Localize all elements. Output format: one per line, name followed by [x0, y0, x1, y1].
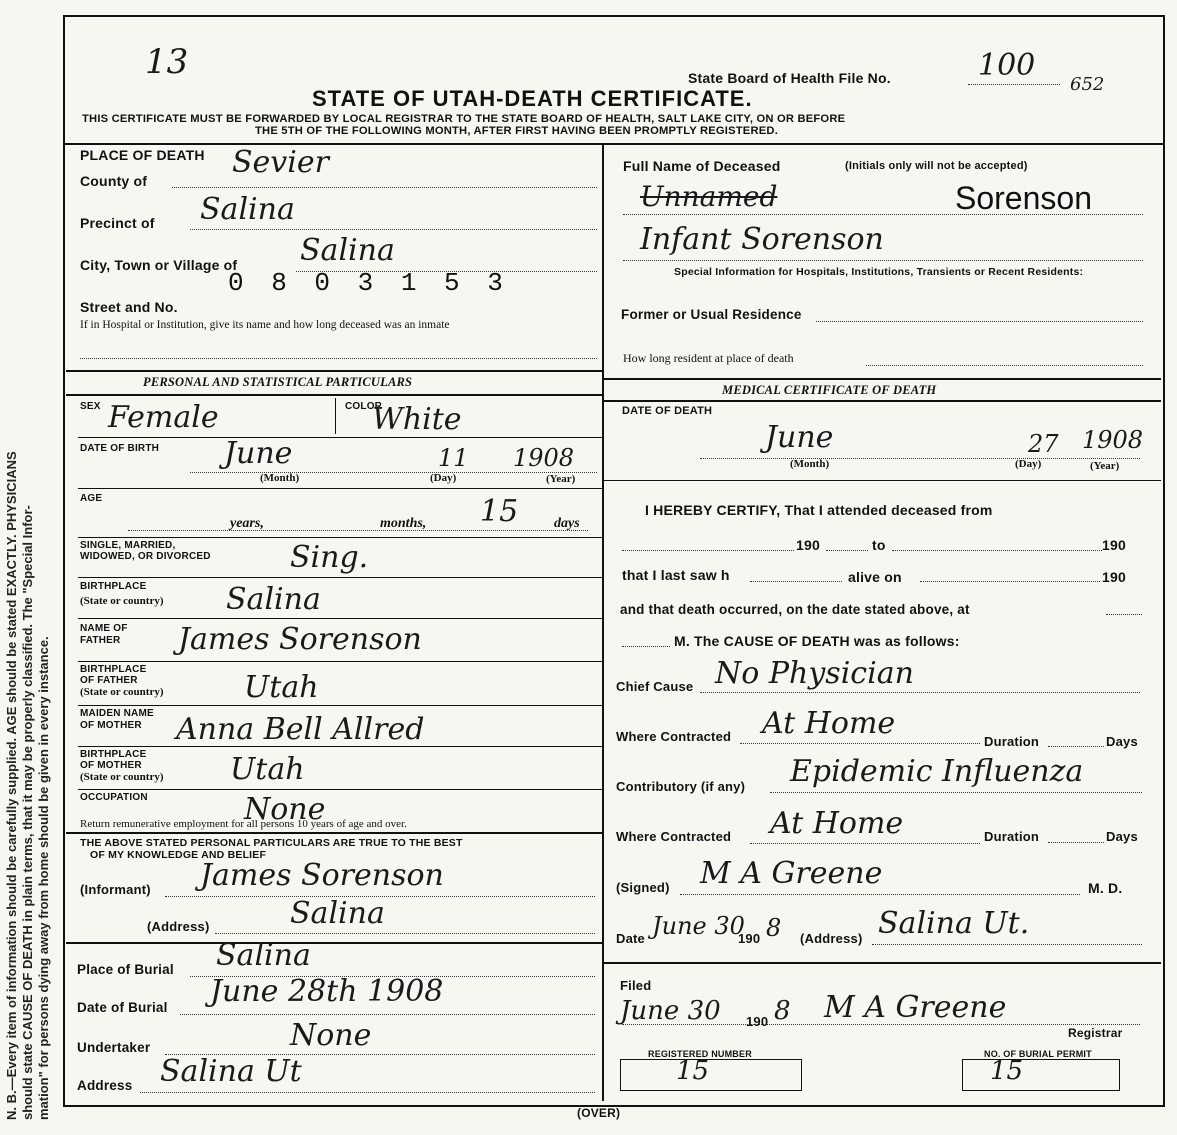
full-name-label: Full Name of Deceased [623, 158, 781, 174]
filed-label: Filed [620, 978, 652, 993]
place-of-death-heading: PLACE OF DEATH [80, 147, 205, 163]
burial-place-value: Salina [216, 938, 311, 973]
sex-color-divider [335, 398, 336, 434]
attended-line-a [622, 550, 794, 551]
hour-line [622, 646, 670, 647]
age-days-value: 15 [480, 494, 519, 529]
sex-value: Female [108, 400, 219, 435]
father-bp-label-2: OF FATHER [80, 675, 138, 686]
where-contracted-2-label: Where Contracted [616, 829, 732, 844]
burial-place-label: Place of Burial [77, 962, 174, 977]
mother-label-1: MAIDEN NAME [80, 708, 154, 719]
former-residence-label: Former or Usual Residence [621, 307, 802, 322]
attended-to: to [872, 537, 886, 553]
signed-label: (Signed) [616, 880, 670, 895]
dod-month: June [765, 420, 834, 455]
page-title: STATE OF UTAH-DEATH CERTIFICATE. [312, 86, 753, 111]
father-rule [78, 661, 602, 662]
birthplace-value: Salina [226, 582, 321, 617]
dob-month-caption: (Month) [260, 472, 300, 484]
dob-label: DATE OF BIRTH [80, 443, 160, 454]
county-line [172, 187, 597, 188]
precinct-value: Salina [200, 192, 295, 227]
mother-rule [78, 746, 602, 747]
registrar-signature: M A Greene [824, 990, 1007, 1025]
attended-century-1: 190 [796, 537, 820, 553]
sex-label: SEX [80, 401, 101, 412]
marital-value: Sing. [290, 540, 369, 575]
margin-note-2: should state CAUSE OF DEATH in plain terms, that it may be properly classified. The "Special Infor- [20, 505, 35, 1120]
personal-top-rule [66, 370, 602, 372]
attended-line-c [892, 550, 1102, 551]
chief-cause-line [700, 692, 1140, 693]
father-label-1: NAME OF [80, 623, 128, 634]
chief-cause-label: Chief Cause [616, 679, 694, 694]
father-label-2: FATHER [80, 635, 121, 646]
filed-date: June 30 [620, 996, 721, 1026]
special-info: Special Information for Hospitals, Institutions, Transients or Recent Residents: [674, 266, 1084, 278]
reg-number-value: 15 [676, 1056, 710, 1086]
medical-end-rule [604, 962, 1161, 964]
where-contracted-label: Where Contracted [616, 729, 732, 744]
occurred-line [1106, 614, 1142, 615]
alive-label: alive on [848, 569, 902, 585]
alive-line [920, 581, 1100, 582]
duration-days: Days [1106, 734, 1138, 749]
county-label: County of [80, 173, 148, 189]
burial-permit-label: NO. OF BURIAL PERMIT [984, 1049, 1092, 1059]
precinct-label: Precinct of [80, 215, 155, 231]
secondary-number: 652 [1070, 74, 1105, 95]
hospital-note: If in Hospital or Institution, give its name and how long deceased was an inmate [80, 319, 450, 331]
informant-value: James Sorenson [200, 858, 444, 893]
resident-line [866, 365, 1143, 366]
where-contracted-2-value: At Home [770, 806, 904, 841]
marital-label-2: WIDOWED, OR DIVORCED [80, 551, 211, 562]
sign-date-month: June 30 [652, 912, 745, 940]
undertaker-value: None [290, 1018, 372, 1053]
resident-label: How long resident at place of death [623, 351, 794, 365]
where-contracted-line [740, 743, 980, 744]
chief-cause-value: No Physician [715, 656, 914, 691]
age-label: AGE [80, 493, 103, 504]
personal-bottom-rule [66, 394, 602, 396]
age-years-label: years, [230, 516, 264, 531]
struck-name: Unnamed [640, 180, 778, 213]
burial-date-value: June 28th 1908 [210, 974, 444, 1009]
name-line-1 [623, 214, 1143, 215]
sex-rule [78, 437, 602, 438]
dod-day-caption: (Day) [1015, 458, 1042, 470]
informant-address-value: Salina [290, 896, 385, 931]
medical-heading: MEDICAL CERTIFICATE OF DEATH [722, 383, 937, 397]
county-value: Sevier [232, 145, 329, 180]
certify-line: I HEREBY CERTIFY, That I attended deceased from [645, 502, 993, 518]
notice-line-2: THE 5TH OF THE FOLLOWING MONTH, AFTER FIRST HAVING BEEN PROMPTLY REGISTERED. [255, 125, 778, 137]
medical-top-rule [604, 378, 1161, 380]
dod-rule [604, 480, 1161, 481]
personal-heading: PERSONAL AND STATISTICAL PARTICULARS [143, 375, 413, 389]
age-line [128, 530, 588, 531]
burial-address-value: Salina Ut [160, 1054, 302, 1089]
burial-date-line [180, 1014, 595, 1015]
sign-date-century: 190 [738, 931, 761, 946]
father-value: James Sorenson [178, 622, 422, 657]
dob-line [190, 472, 597, 473]
stamp-number: 0 8 0 3 1 5 3 [228, 268, 509, 298]
father-bp-label-1: BIRTHPLACE [80, 664, 147, 675]
dod-year-caption: (Year) [1090, 460, 1120, 472]
signed-value: M A Greene [700, 856, 883, 891]
duration-line [1048, 746, 1104, 747]
md-label: M. D. [1088, 880, 1123, 896]
duration-label: Duration [984, 734, 1040, 749]
informant-address-label: (Address) [147, 919, 210, 934]
dob-year-caption: (Year) [546, 473, 576, 485]
attended-line-b [826, 550, 868, 551]
cause-label: M. The CAUSE OF DEATH was as follows: [674, 633, 960, 649]
informant-address-line [215, 933, 595, 934]
birthplace-caption: (State or country) [80, 595, 164, 607]
reg-number-label: REGISTERED NUMBER [648, 1049, 752, 1059]
last-saw-label: that I last saw h [622, 567, 730, 583]
former-residence-line [816, 321, 1143, 322]
where-contracted-2-line [750, 843, 980, 844]
mother-value: Anna Bell Allred [176, 712, 425, 747]
sign-date-year: 8 [766, 914, 782, 942]
sign-address-value: Salina Ut. [878, 906, 1030, 941]
margin-note-3: mation" for persons dying away from home should be given in every instance. [36, 636, 51, 1120]
mother-bp-label-2: OF MOTHER [80, 760, 142, 771]
marital-rule [78, 577, 602, 578]
corner-mark: 13 [145, 42, 189, 82]
dod-line [700, 458, 1140, 459]
dob-day-caption: (Day) [430, 472, 457, 484]
occupation-label: OCCUPATION [80, 792, 148, 803]
burial-permit-box [962, 1059, 1120, 1091]
contributory-line [770, 792, 1142, 793]
color-label: COLOR [345, 401, 383, 412]
over-label: (OVER) [577, 1106, 621, 1120]
full-name: Infant Sorenson [640, 222, 884, 257]
birthplace-rule [78, 618, 602, 619]
burial-address-line [140, 1092, 595, 1093]
mother-bp-value: Utah [230, 752, 305, 787]
duration-2-label: Duration [984, 829, 1040, 844]
mother-bp-label-1: BIRTHPLACE [80, 749, 147, 760]
dob-year: 1908 [513, 444, 575, 472]
city-label: City, Town or Village of [80, 257, 238, 273]
burial-permit-value: 15 [990, 1056, 1024, 1086]
burial-date-label: Date of Burial [77, 1000, 168, 1015]
dod-month-caption: (Month) [790, 458, 830, 470]
city-value: Salina [300, 233, 395, 268]
surname: Sorenson [955, 180, 1092, 216]
notice-line-1: THIS CERTIFICATE MUST BE FORWARDED BY LOCAL REGISTRAR TO THE STATE BOARD OF HEALTH, SALT LAKE CITY, ON OR BEFORE [82, 113, 846, 125]
alive-century: 190 [1102, 569, 1126, 585]
sign-date-label: Date [616, 931, 645, 946]
undertaker-label: Undertaker [77, 1040, 151, 1055]
dod-year: 1908 [1082, 426, 1144, 454]
header-rule [63, 143, 1163, 145]
occupation-value: None [244, 792, 326, 827]
precinct-line [190, 229, 597, 230]
column-divider [602, 143, 604, 1101]
occupation-note: Return remunerative employment for all persons 10 years of age and over. [80, 818, 407, 830]
duration-2-days: Days [1106, 829, 1138, 844]
dob-rule [78, 488, 602, 489]
where-contracted-value: At Home [762, 706, 896, 741]
burial-address-label: Address [77, 1078, 133, 1093]
age-days-label: days [554, 516, 580, 531]
sign-address-label: (Address) [800, 931, 863, 946]
mother-bp-rule [78, 789, 602, 790]
signed-line [680, 894, 1080, 895]
attest-line-1: THE ABOVE STATED PERSONAL PARTICULARS ARE TRUE TO THE BEST [80, 837, 463, 849]
occupation-rule [66, 832, 602, 834]
full-name-note: (Initials only will not be accepted) [845, 160, 1028, 172]
birthplace-label: BIRTHPLACE [80, 581, 147, 592]
father-bp-value: Utah [244, 670, 319, 705]
contributory-label: Contributory (if any) [616, 779, 746, 794]
file-number-line [968, 84, 1060, 85]
street-label: Street and No. [80, 299, 178, 315]
mother-bp-caption: (State or country) [80, 771, 164, 783]
duration-2-line [1048, 842, 1104, 843]
occurred-label: and that death occurred, on the date stated above, at [620, 602, 970, 617]
reg-number-box [620, 1059, 802, 1091]
attest-line-2: OF MY KNOWLEDGE AND BELIEF [90, 849, 267, 861]
color-value: White [372, 402, 462, 437]
name-line-2 [623, 260, 1143, 261]
margin-note-1: N. B.—Every item of information should be carefully supplied. AGE should be stated EXACTLY. PHYSICIANS [4, 451, 19, 1120]
filed-year: 8 [774, 996, 791, 1026]
dod-day: 27 [1028, 430, 1059, 458]
father-bp-rule [78, 705, 602, 706]
dod-label: DATE OF DEATH [622, 405, 713, 417]
marital-label-1: SINGLE, MARRIED, [80, 540, 176, 551]
informant-label: (Informant) [80, 882, 151, 897]
file-number: 100 [978, 48, 1036, 83]
dob-month: June [224, 436, 293, 471]
filed-century: 190 [746, 1014, 769, 1029]
attest-rule [66, 942, 602, 944]
mother-label-2: OF MOTHER [80, 720, 142, 731]
medical-bottom-rule [604, 400, 1161, 402]
sign-address-line [872, 944, 1142, 945]
contributory-value: Epidemic Influenza [790, 754, 1084, 789]
attended-century-2: 190 [1102, 537, 1126, 553]
file-label: State Board of Health File No. [688, 70, 891, 86]
age-months-label: months, [380, 516, 427, 531]
age-rule [78, 537, 602, 538]
last-saw-line [750, 581, 842, 582]
hospital-line [80, 358, 597, 359]
registrar-label: Registrar [1068, 1026, 1123, 1040]
father-bp-caption: (State or country) [80, 686, 164, 698]
dob-day: 11 [438, 444, 469, 472]
